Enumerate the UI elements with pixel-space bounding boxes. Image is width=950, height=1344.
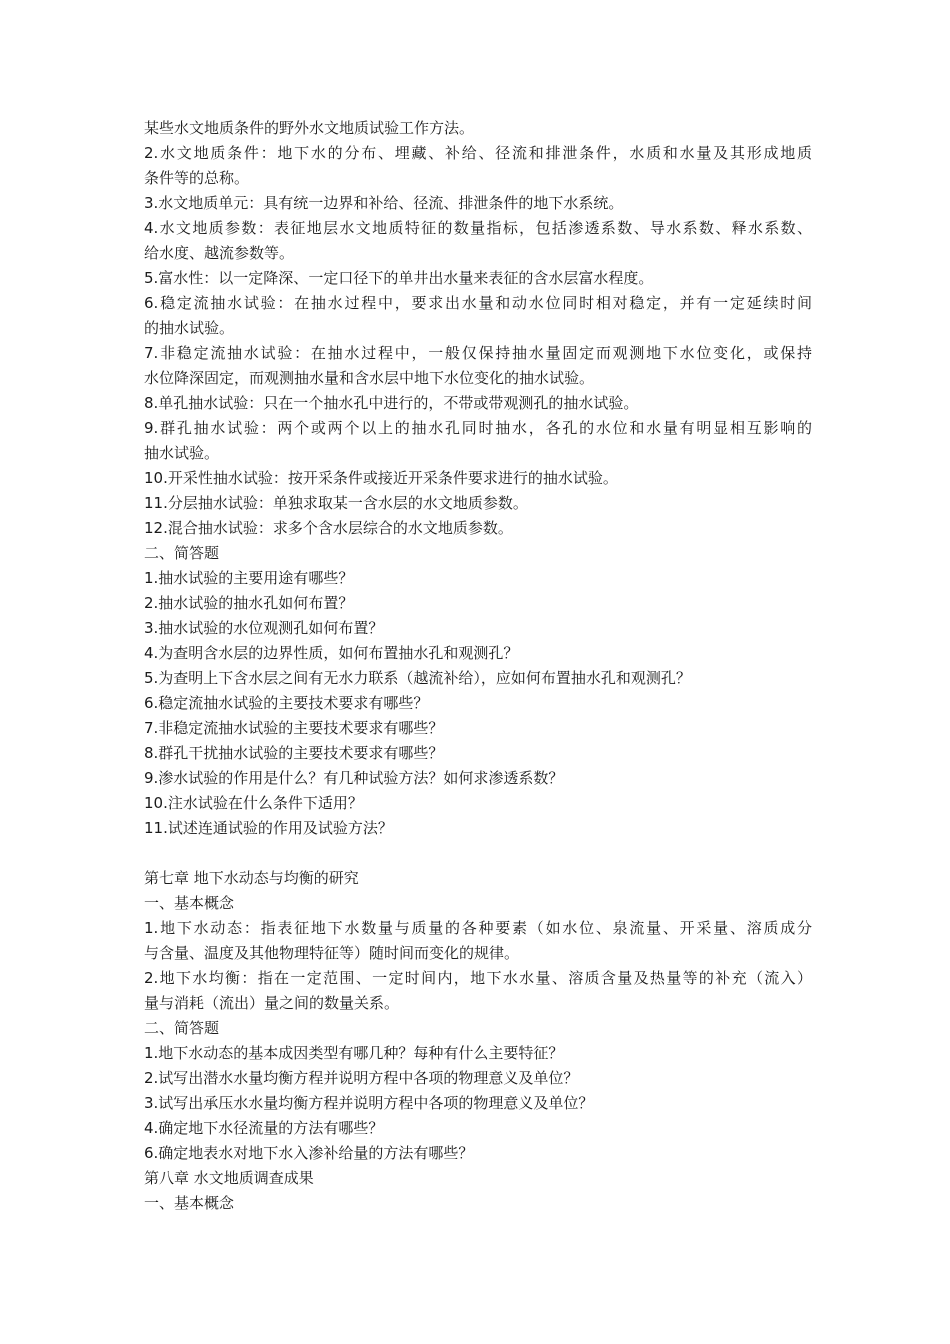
question-item: 10.注水试验在什么条件下适用？ xyxy=(144,794,363,812)
question-item: 4.为查明含水层的边界性质，如何布置抽水孔和观测孔？ xyxy=(144,644,519,662)
question-item: 6.确定地表水对地下水入渗补给量的方法有哪些？ xyxy=(144,1144,474,1162)
text-line: 1.地下水动态：指表征地下水数量与质量的各种要素（如水位、泉流量、开采量、溶质成分 xyxy=(144,919,812,937)
text-line: 的抽水试验。 xyxy=(144,319,235,337)
text-line: 6.稳定流抽水试验：在抽水过程中，要求出水量和动水位同时相对稳定，并有一定延续时间 xyxy=(144,294,812,312)
question-item: 3.试写出承压水水量均衡方程并说明方程中各项的物理意义及单位？ xyxy=(144,1094,594,1112)
text-line: 量与消耗（流出）量之间的数量关系。 xyxy=(144,994,400,1012)
question-item: 9.渗水试验的作用是什么？有几种试验方法？如何求渗透系数？ xyxy=(144,769,564,787)
text-line: 抽水试验。 xyxy=(144,444,220,462)
document-page xyxy=(144,116,812,1216)
section-heading: 二、简答题 xyxy=(144,1019,220,1037)
text-line: 4.水文地质参数：表征地层水文地质特征的数量指标，包括渗透系数、导水系数、释水系数、 xyxy=(144,219,812,237)
text-line: 与含量、温度及其他物理特征等）随时间而变化的规律。 xyxy=(144,944,520,962)
text-line: 条件等的总称。 xyxy=(144,169,250,187)
question-item: 2.抽水试验的抽水孔如何布置？ xyxy=(144,594,354,612)
text-line: 11.分层抽水试验：单独求取某一含水层的水文地质参数。 xyxy=(144,494,528,512)
section-heading: 一、基本概念 xyxy=(144,894,235,912)
question-item: 3.抽水试验的水位观测孔如何布置？ xyxy=(144,619,384,637)
text-line: 某些水文地质条件的野外水文地质试验工作方法。 xyxy=(144,119,475,137)
question-item: 7.非稳定流抽水试验的主要技术要求有哪些？ xyxy=(144,719,444,737)
text-line: 水位降深固定，而观测抽水量和含水层中地下水位变化的抽水试验。 xyxy=(144,369,595,387)
question-item: 2.试写出潜水水量均衡方程并说明方程中各项的物理意义及单位？ xyxy=(144,1069,579,1087)
text-line: 2.地下水均衡：指在一定范围、一定时间内，地下水水量、溶质含量及热量等的补充（流入） xyxy=(144,969,812,987)
text-line: 9.群孔抽水试验：两个或两个以上的抽水孔同时抽水，各孔的水位和水量有明显相互影响的 xyxy=(144,419,812,437)
question-item: 5.为查明上下含水层之间有无水力联系（越流补给），应如何布置抽水孔和观测孔？ xyxy=(144,669,691,687)
question-item: 8.群孔干扰抽水试验的主要技术要求有哪些？ xyxy=(144,744,444,762)
text-line: 5.富水性：以一定降深、一定口径下的单井出水量来表征的含水层富水程度。 xyxy=(144,269,654,287)
question-item: 1.抽水试验的主要用途有哪些？ xyxy=(144,569,354,587)
section-heading: 一、基本概念 xyxy=(144,1194,235,1212)
text-line: 3.水文地质单元：具有统一边界和补给、径流、排泄条件的地下水系统。 xyxy=(144,194,624,212)
section-heading: 二、简答题 xyxy=(144,544,220,562)
text-line: 12.混合抽水试验：求多个含水层综合的水文地质参数。 xyxy=(144,519,513,537)
text-line: 7.非稳定流抽水试验：在抽水过程中，一般仅保持抽水量固定而观测地下水位变化，或保持 xyxy=(144,344,812,362)
blank-line xyxy=(144,841,812,866)
text-line: 给水度、越流参数等。 xyxy=(144,244,295,262)
question-item: 6.稳定流抽水试验的主要技术要求有哪些？ xyxy=(144,694,429,712)
chapter-heading: 第七章 地下水动态与均衡的研究 xyxy=(144,869,359,887)
text-line: 2.水文地质条件：地下水的分布、埋藏、补给、径流和排泄条件，水质和水量及其形成地质 xyxy=(144,144,812,162)
text-line: 8.单孔抽水试验：只在一个抽水孔中进行的，不带或带观测孔的抽水试验。 xyxy=(144,394,639,412)
question-item: 11.试述连通试验的作用及试验方法？ xyxy=(144,819,393,837)
text-line: 10.开采性抽水试验：按开采条件或接近开采条件要求进行的抽水试验。 xyxy=(144,469,618,487)
question-item: 4.确定地下水径流量的方法有哪些？ xyxy=(144,1119,384,1137)
chapter-heading: 第八章 水文地质调查成果 xyxy=(144,1169,314,1187)
question-item: 1.地下水动态的基本成因类型有哪几种？每种有什么主要特征？ xyxy=(144,1044,564,1062)
